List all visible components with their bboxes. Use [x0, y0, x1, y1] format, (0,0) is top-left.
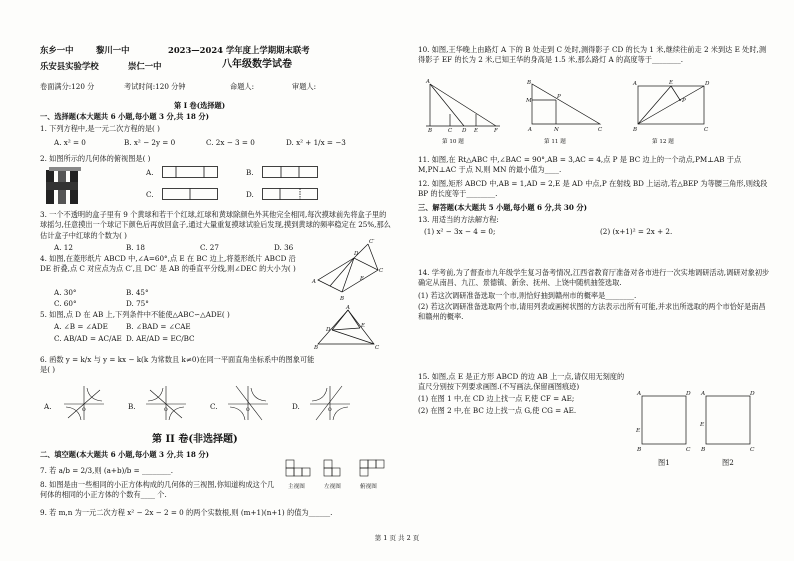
q4-option-d: D. 75°	[126, 299, 149, 308]
q9-stem: 9. 若 m,n 为一元二次方程 x² − 2x − 2 = 0 的两个实数根,则 (m+1)(n+1) 的值为______.	[40, 508, 333, 517]
svg-text:D: D	[462, 128, 467, 134]
right-column	[414, 0, 770, 561]
q6-graph-c	[226, 384, 270, 422]
svg-text:D: D	[326, 327, 331, 333]
svg-text:E: E	[636, 428, 641, 434]
school-2: 黎川一中	[96, 45, 130, 55]
q15-square-fig1	[636, 388, 692, 454]
svg-text:N: N	[554, 127, 559, 133]
part1-title: 第 I 卷(选择题)	[174, 101, 226, 110]
q2-view-b	[262, 166, 318, 178]
q4-stem: 4. 如图,在菱形纸片 ABCD 中,∠A=60°,点 E 在 BC 边上,将菱形纸片 ABCD 沿 DE 折叠,点 C 对应点为点 C′,且 DC′ 是 AB 的垂直平分线,则∠DEC 的大小为( )	[40, 254, 296, 274]
svg-text:O: O	[164, 408, 168, 413]
svg-text:B: B	[701, 447, 706, 453]
q4-rhombus-figure	[312, 240, 382, 306]
q8-view-left: 左视图	[324, 484, 341, 490]
svg-text:A: A	[528, 127, 532, 133]
time-info: 考试时间:120 分钟	[124, 82, 186, 91]
svg-text:C: C	[448, 128, 453, 134]
q11-stem: 11. 如图,在 Rt△ABC 中,∠BAC = 90°,AB = 3,AC = 4,点 P 是 BC 边上的一个动点,PM⊥AB 于点 M,PN⊥AC 于点 N,则 MN 的最小值为____.	[418, 155, 742, 175]
section-3-title: 三、解答题(本大题共 5 小题,每小题 6 分,共 30 分)	[418, 203, 588, 212]
author-info: 命题人:	[230, 82, 254, 91]
svg-text:C: C	[598, 127, 603, 133]
svg-text:E: E	[360, 276, 365, 282]
svg-text:P: P	[557, 94, 561, 100]
q1-option-b: B. x² − 2y = 0	[124, 138, 176, 147]
svg-text:A: A	[637, 391, 642, 397]
q1-option-c: C. 2x − 3 = 0	[206, 138, 255, 147]
q1-stem: 1. 下列方程中,是一元二次方程的是( )	[40, 124, 160, 133]
svg-text:C: C	[686, 447, 691, 453]
q14-part2: (2) 若这次调研准备选取两个市,请用列表或画树状图的方法表示出所有可能,并求出所选取的两个市恰好是南昌和赣州的概率.	[418, 302, 766, 322]
q12-rectangle-figure	[632, 80, 712, 132]
score-info: 卷面满分:120 分	[40, 82, 95, 91]
q5-option-a: A. ∠B = ∠ADE	[54, 322, 108, 331]
svg-text:D: D	[750, 391, 755, 397]
q2-option-b: B.	[246, 168, 254, 177]
q3-option-b: B. 18	[126, 243, 145, 252]
q7-stem: 7. 若 a/b = 2/3,则 (a+b)/b = ________.	[40, 466, 174, 475]
svg-text:O: O	[82, 408, 86, 413]
svg-text:C: C	[379, 268, 384, 274]
q5-option-c: C. AB/AD = AC/AE	[54, 334, 122, 343]
reviewer-info: 审题人:	[292, 82, 316, 91]
svg-text:B: B	[633, 127, 638, 133]
q14-stem: 14. 学考前,为了督查市九年级学生复习备考情况,江西省教育厅准备对各市进行一次实地调研活动,调研对象初步确定从南昌、九江、景德镇、新余、抚州、上饶中随机抽签选取.	[418, 268, 770, 288]
q5-triangle-figure	[314, 306, 380, 350]
q12-stem: 12. 如图,矩形 ABCD 中,AB = 1,AD = 2,E 是 AD 中点,P 在射线 BD 上运动,若△BEP 为等腰三角形,则线段 BP 的长度等于________.	[418, 179, 768, 199]
svg-text:O: O	[328, 408, 332, 413]
svg-text:A: A	[312, 279, 316, 285]
paper-title: 八年级数学试卷	[222, 59, 292, 70]
q8-view-front: 主视图	[288, 484, 305, 490]
fig10-caption: 第 10 题	[442, 139, 464, 145]
q2-stem: 2. 如图所示的几何体的俯视图是( )	[40, 154, 151, 163]
svg-text:P: P	[682, 98, 686, 104]
q2-view-a	[162, 166, 218, 178]
q3-option-d: D. 36	[274, 243, 294, 252]
q2-option-d: D.	[246, 190, 254, 199]
q6-graph-a	[62, 384, 106, 422]
svg-text:A: A	[426, 79, 430, 85]
q2-solid-figure	[44, 166, 84, 208]
svg-text:B: B	[637, 447, 642, 453]
svg-text:C: C	[704, 127, 709, 133]
q4-option-b: B. 45°	[126, 288, 149, 297]
school-4: 崇仁一中	[128, 61, 162, 71]
q6-graph-d	[308, 384, 352, 422]
school-1: 东乡一中	[40, 45, 74, 55]
q6-stem: 6. 函数 y = k/x 与 y = kx − k(k 为常数且 k≠0)在同一平面直角坐标系中的图象可能是( )	[40, 355, 315, 375]
q5-stem: 5. 如图,点 D 在 AB 上,下列条件中不能使△ABC∽△ADE( )	[40, 310, 230, 319]
q6-option-d: D.	[292, 402, 300, 411]
svg-text:B: B	[340, 296, 345, 302]
q5-option-d: D. AE/AD = EC/BC	[126, 334, 195, 343]
q15-stem: 15. 如图,点 E 是正方形 ABCD 的边 AB 上一点,请仅用无刻度的直尺分别按下列要求画图.(不写画法,保留画图痕迹)	[418, 372, 625, 392]
section-2-title: 二、填空题(本大题共 6 小题,每小题 3 分,共 18 分)	[40, 450, 210, 459]
q15-fig1-caption: 图1	[658, 458, 670, 467]
fig12-caption: 第 12 题	[652, 139, 674, 145]
q2-option-c: C.	[146, 190, 154, 199]
svg-text:B: B	[428, 128, 433, 134]
q13-part1: (1) x² − 3x − 4 = 0;	[424, 227, 496, 236]
q3-option-c: C. 27	[200, 243, 219, 252]
svg-text:D: D	[686, 391, 691, 397]
svg-text:A: A	[701, 391, 706, 397]
q14-part1: (1) 若这次调研准备选取一个市,则恰好抽到赣州市的概率是________.	[418, 291, 637, 300]
q6-option-c: C.	[210, 402, 218, 411]
svg-text:M: M	[526, 98, 532, 104]
part2-title: 第 II 卷(非选择题)	[152, 434, 238, 445]
q1-option-d: D. x² + 1/x = −3	[286, 138, 346, 147]
fig11-caption: 第 11 题	[544, 139, 566, 145]
q8-view-top: 俯视图	[360, 484, 377, 490]
svg-text:B: B	[527, 80, 532, 86]
left-column	[34, 0, 394, 561]
svg-text:B: B	[314, 345, 319, 351]
q3-option-a: A. 12	[54, 243, 73, 252]
q13-part2: (2) (x+1)² = 2x + 2.	[600, 227, 673, 236]
q1-option-a: A. x² = 0	[54, 138, 86, 147]
q2-view-c	[162, 188, 218, 200]
q8-stem: 8. 如图是由一些相同的小正方体构成的几何体的三视图,你知道构成这个几何体的相同的小正方体的个数有____ 个.	[40, 480, 275, 500]
q15-square-fig2	[700, 388, 756, 454]
svg-text:A: A	[346, 305, 350, 311]
q3-stem: 3. 一个不透明的盒子里有 9 个黄球和若干个红球,红球和黄球除颜色外其他完全相同,每次摸球前先将盒子里的球摇匀,任意摸出一个球记下颜色后再放回盒子,通过大量重复摸球试验后发现,摸到黄球的频率稳定在 25%,那么估计盒子中红球的个数为( )	[40, 210, 391, 240]
q2-option-a: A.	[146, 168, 154, 177]
svg-text:C: C	[375, 345, 380, 351]
q6-option-b: B.	[128, 402, 136, 411]
svg-text:C′: C′	[369, 239, 375, 245]
svg-text:E: E	[669, 80, 674, 86]
svg-text:F: F	[494, 128, 498, 134]
q5-option-b: B. ∠BAD = ∠CAE	[126, 322, 191, 331]
q15-part1: (1) 在图 1 中,在 CD 边上找一点 F,使 CF = AE;	[418, 394, 575, 403]
q6-graph-b	[144, 384, 188, 422]
svg-text:E: E	[361, 323, 366, 329]
q10-lamp-figure	[424, 80, 504, 132]
svg-text:E: E	[474, 128, 479, 134]
svg-text:C: C	[750, 447, 755, 453]
svg-text:A: A	[633, 81, 637, 87]
q10-stem: 10. 如图,王华晚上由路灯 A 下的 B 处走到 C 处时,测得影子 CD 的长为 1 米,继续往前走 2 米到达 E 处时,测得影子 EF 的长为 2 米,已知王华的身高是 1.5 米,那么路灯 A 的高度等于________.	[418, 45, 767, 65]
q4-option-c: C. 60°	[54, 299, 77, 308]
q15-fig2-caption: 图2	[722, 458, 734, 467]
section-1-title: 一、选择题(本大题共 6 小题,每小题 3 分,共 18 分)	[40, 112, 210, 121]
q13-stem: 13. 用适当的方法解方程:	[418, 215, 499, 224]
page-footer: 第 1 页 共 2 页	[374, 534, 420, 542]
svg-text:E: E	[700, 422, 705, 428]
q15-part2: (2) 在图 2 中,在 BC 边上找一点 G,使 CG = AE.	[418, 406, 577, 415]
svg-text:D: D	[705, 81, 710, 87]
q6-option-a: A.	[44, 402, 52, 411]
exam-name: 2023—2024 学年度上学期期末联考	[168, 45, 310, 55]
q2-view-d	[262, 188, 318, 200]
q4-option-a: A. 30°	[54, 288, 77, 297]
svg-text:D: D	[354, 251, 359, 257]
svg-text:O: O	[246, 408, 250, 413]
q11-triangle-figure	[526, 80, 606, 132]
school-3: 乐安县实验学校	[40, 61, 99, 71]
